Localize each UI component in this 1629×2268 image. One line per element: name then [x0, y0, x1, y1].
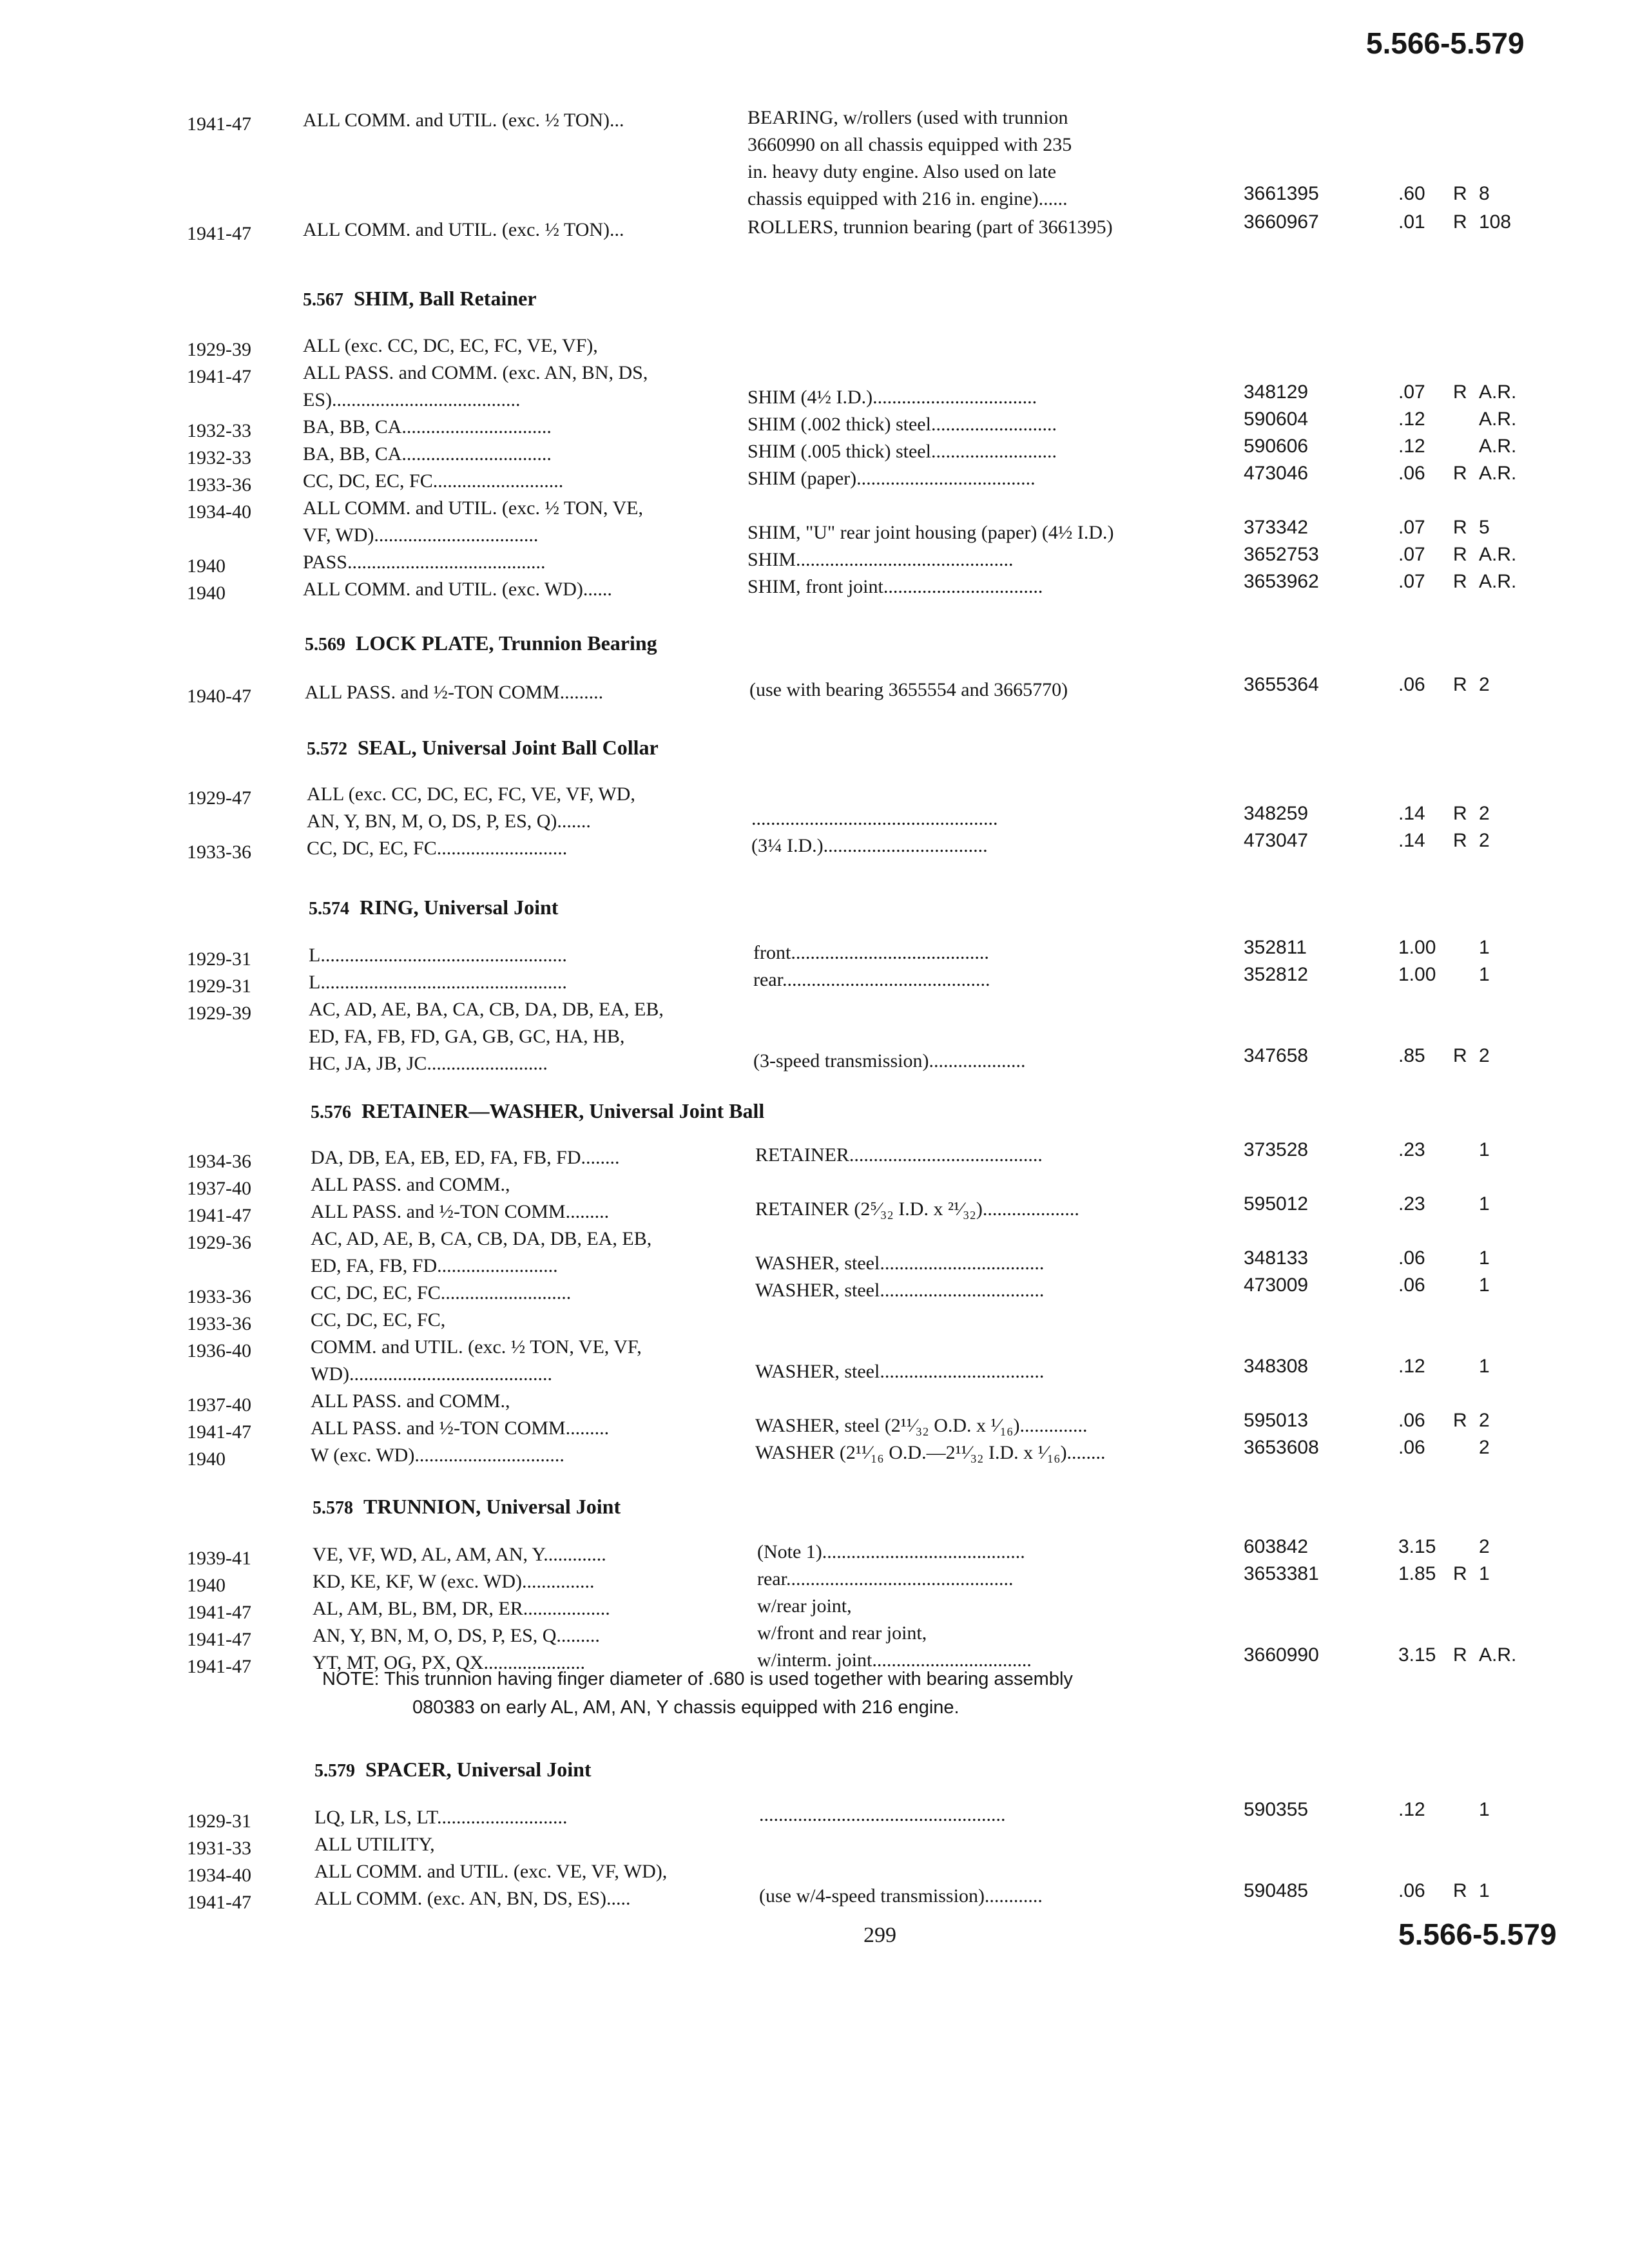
part-number: 352811	[1244, 937, 1307, 958]
model-year: 1941-47	[187, 223, 251, 244]
part-description: w/front and rear joint,	[757, 1622, 927, 1644]
quantity: A.R.	[1479, 571, 1517, 592]
note-line: 080383 on early AL, AM, AN, Y chassis equipped with 216 engine.	[412, 1697, 959, 1718]
model-year: 1932-33	[187, 420, 251, 441]
application: ALL PASS. and ½-TON COMM.........	[311, 1418, 610, 1439]
application: ED, FA, FB, FD, GA, GB, GC, HA, HB,	[309, 1026, 625, 1047]
model-year: 1939-41	[187, 1548, 251, 1569]
quantity: A.R.	[1479, 1644, 1517, 1666]
page-number: 299	[863, 1923, 896, 1947]
part-description: (use with bearing 3655554 and 3665770)	[749, 679, 1068, 700]
application: AL, AM, BL, BM, DR, ER..................	[313, 1598, 610, 1619]
quantity: 8	[1479, 183, 1490, 204]
model-year: 1941-47	[187, 366, 251, 387]
quantity: 1	[1479, 1274, 1490, 1296]
list-price: .23	[1398, 1139, 1425, 1160]
application: BA, BB, CA...............................	[303, 443, 552, 465]
list-price: 3.15	[1398, 1644, 1436, 1666]
application: ALL COMM. (exc. AN, BN, DS, ES).....	[314, 1888, 631, 1909]
part-number: 473047	[1244, 830, 1309, 851]
list-price: .14	[1398, 803, 1425, 824]
price-class: R	[1453, 211, 1467, 233]
list-price: .85	[1398, 1045, 1425, 1066]
quantity: 1	[1479, 1799, 1490, 1820]
price-class: R	[1453, 1563, 1467, 1584]
part-description: ROLLERS, trunnion bearing (part of 3661395)	[747, 216, 1113, 238]
part-number: 590604	[1244, 408, 1309, 430]
part-description: (3-speed transmission)....................	[753, 1050, 1026, 1072]
section-number: 5.574	[309, 899, 349, 919]
model-year: 1936-40	[187, 1340, 251, 1361]
price-class: R	[1453, 183, 1467, 204]
quantity: 2	[1479, 1437, 1490, 1458]
part-number: 473009	[1244, 1274, 1309, 1296]
price-class: R	[1453, 1644, 1467, 1666]
part-number: 348308	[1244, 1356, 1309, 1377]
list-price: .12	[1398, 436, 1425, 457]
part-description: ...................................................	[759, 1804, 1006, 1825]
part-description: ...................................................	[751, 808, 998, 829]
application: ALL (exc. CC, DC, EC, FC, VE, VF, WD,	[307, 783, 635, 805]
model-year: 1929-31	[187, 975, 251, 997]
model-year: 1933-36	[187, 1286, 251, 1307]
part-description: RETAINER (2⁵⁄₃₂ I.D. x ²¹⁄₃₂)....................	[755, 1198, 1079, 1220]
part-number: 590355	[1244, 1799, 1309, 1820]
part-description: RETAINER........................................	[755, 1144, 1043, 1166]
section-name: RETAINER—WASHER, Universal Joint Ball	[361, 1099, 765, 1122]
part-description: in. heavy duty engine. Also used on late	[747, 161, 1057, 182]
application: W (exc. WD)...............................	[311, 1445, 564, 1466]
model-year: 1929-47	[187, 787, 251, 809]
part-description: chassis equipped with 216 in. engine)......	[747, 188, 1068, 209]
application: AN, Y, BN, M, O, DS, P, ES, Q).......	[307, 811, 591, 832]
application: HC, JA, JB, JC.........................	[309, 1053, 548, 1074]
price-class: R	[1453, 830, 1467, 851]
application: PASS.........................................	[303, 552, 546, 573]
part-number: 3661395	[1244, 183, 1319, 204]
application: YT, MT, OG, PX, QX.....................	[313, 1652, 586, 1673]
list-price: .06	[1398, 1437, 1425, 1458]
model-year: 1941-47	[187, 1205, 251, 1226]
list-price: 1.00	[1398, 937, 1436, 958]
part-description: (use w/4-speed transmission)............	[759, 1885, 1043, 1907]
application: ES).......................................	[303, 389, 521, 410]
application: ALL PASS. and COMM. (exc. AN, BN, DS,	[303, 362, 648, 383]
quantity: 2	[1479, 1045, 1490, 1066]
application: ALL COMM. and UTIL. (exc. WD)......	[303, 579, 612, 600]
quantity: 2	[1479, 830, 1490, 851]
part-number: 352812	[1244, 964, 1309, 985]
section-number: 5.576	[311, 1102, 351, 1122]
quantity: 5	[1479, 517, 1490, 538]
list-price: .07	[1398, 544, 1425, 565]
list-price: .06	[1398, 1274, 1425, 1296]
price-class: R	[1453, 1410, 1467, 1431]
list-price: .06	[1398, 463, 1425, 484]
part-number: 348129	[1244, 381, 1309, 403]
application: AC, AD, AE, B, CA, CB, DA, DB, EA, EB,	[311, 1228, 652, 1249]
section-name: LOCK PLATE, Trunnion Bearing	[356, 631, 657, 655]
model-year: 1941-47	[187, 1656, 251, 1677]
application: ALL COMM. and UTIL. (exc. ½ TON, VE,	[303, 497, 643, 519]
list-price: .01	[1398, 211, 1425, 233]
quantity: 1	[1479, 964, 1490, 985]
application: L...................................................	[309, 972, 567, 993]
part-number: 3660967	[1244, 211, 1319, 233]
quantity: 2	[1479, 674, 1490, 695]
list-price: .06	[1398, 674, 1425, 695]
part-number: 3652753	[1244, 544, 1319, 565]
price-class: R	[1453, 1880, 1467, 1901]
quantity: 2	[1479, 1410, 1490, 1431]
section-number: 5.579	[314, 1761, 355, 1781]
application: ALL COMM. and UTIL. (exc. ½ TON)...	[303, 219, 624, 240]
model-year: 1929-31	[187, 948, 251, 970]
part-number: 347658	[1244, 1045, 1309, 1066]
quantity: 108	[1479, 211, 1512, 233]
price-class: R	[1453, 463, 1467, 484]
note-line: NOTE: This trunnion having finger diameter of .680 is used together with bearing assembly	[322, 1669, 1073, 1689]
part-description: WASHER, steel..................................	[755, 1280, 1045, 1301]
part-description: WASHER, steel..................................	[755, 1253, 1045, 1274]
part-number: 603842	[1244, 1536, 1309, 1557]
section-title	[313, 1495, 621, 1519]
application: CC, DC, EC, FC...........................	[307, 838, 568, 859]
list-price: .07	[1398, 517, 1425, 538]
price-class: R	[1453, 674, 1467, 695]
section-name: SEAL, Universal Joint Ball Collar	[358, 736, 659, 759]
price-class: R	[1453, 517, 1467, 538]
application: WD)..........................................	[311, 1363, 552, 1385]
part-number: 348133	[1244, 1247, 1309, 1269]
quantity: 1	[1479, 1356, 1490, 1377]
part-description: SHIM, "U" rear joint housing (paper) (4½ I.D.)	[747, 522, 1114, 543]
price-class: R	[1453, 571, 1467, 592]
price-class: R	[1453, 803, 1467, 824]
model-year: 1940	[187, 1575, 226, 1596]
model-year: 1941-47	[187, 1892, 251, 1913]
part-description: (3¼ I.D.)..................................	[751, 835, 988, 856]
quantity: 1	[1479, 1880, 1490, 1901]
application: ALL PASS. and COMM.,	[311, 1390, 510, 1412]
quantity: A.R.	[1479, 463, 1517, 484]
part-description: 3660990 on all chassis equipped with 235	[747, 134, 1072, 155]
quantity: A.R.	[1479, 436, 1517, 457]
application: AC, AD, AE, BA, CA, CB, DA, DB, EA, EB,	[309, 999, 664, 1020]
application: L...................................................	[309, 945, 567, 966]
section-number: 5.567	[303, 290, 343, 310]
part-description: SHIM.............................................	[747, 549, 1014, 570]
part-description: BEARING, w/rollers (used with trunnion	[747, 107, 1068, 128]
application: LQ, LR, LS, LT...........................	[314, 1807, 568, 1828]
part-number: 3653381	[1244, 1563, 1319, 1584]
part-number: 373342	[1244, 517, 1309, 538]
section-name: RING, Universal Joint	[360, 896, 559, 919]
part-number: 3655364	[1244, 674, 1319, 695]
part-number: 595012	[1244, 1193, 1309, 1215]
list-price: .06	[1398, 1880, 1425, 1901]
part-number: 595013	[1244, 1410, 1309, 1431]
list-price: 3.15	[1398, 1536, 1436, 1557]
model-year: 1934-36	[187, 1151, 251, 1172]
model-year: 1932-33	[187, 447, 251, 468]
application: CC, DC, EC, FC...........................	[311, 1282, 572, 1303]
part-number: 590485	[1244, 1880, 1309, 1901]
section-name: SHIM, Ball Retainer	[354, 287, 537, 310]
part-number: 3653962	[1244, 571, 1319, 592]
quantity: 1	[1479, 1139, 1490, 1160]
quantity: 2	[1479, 1536, 1490, 1557]
price-class: R	[1453, 381, 1467, 403]
quantity: 1	[1479, 1247, 1490, 1269]
part-description: w/interm. joint.................................	[757, 1649, 1032, 1671]
model-year: 1937-40	[187, 1394, 251, 1416]
part-number: 590606	[1244, 436, 1309, 457]
part-description: SHIM (.002 thick) steel..........................	[747, 414, 1057, 435]
model-year: 1940-47	[187, 686, 251, 707]
quantity: A.R.	[1479, 544, 1517, 565]
section-number: 5.578	[313, 1498, 353, 1518]
section-title	[311, 1099, 764, 1123]
part-description: WASHER, steel (2¹¹⁄₃₂ O.D. x ¹⁄₁₆)..............	[755, 1415, 1088, 1436]
section-title	[305, 631, 657, 655]
part-number: 348259	[1244, 803, 1309, 824]
part-description: front.........................................	[753, 942, 989, 963]
list-price: .07	[1398, 571, 1425, 592]
list-price: 1.85	[1398, 1563, 1436, 1584]
application: BA, BB, CA...............................	[303, 416, 552, 437]
application: ALL COMM. and UTIL. (exc. ½ TON)...	[303, 110, 624, 131]
model-year: 1941-47	[187, 1602, 251, 1623]
list-price: .60	[1398, 183, 1425, 204]
model-year: 1934-40	[187, 1865, 251, 1886]
application: ALL PASS. and COMM.,	[311, 1174, 510, 1195]
part-description: rear...............................................	[757, 1568, 1014, 1590]
model-year: 1931-33	[187, 1838, 251, 1859]
application: COMM. and UTIL. (exc. ½ TON, VE, VF,	[311, 1336, 642, 1358]
application: ED, FA, FB, FD.........................	[311, 1255, 558, 1276]
model-year: 1937-40	[187, 1178, 251, 1199]
part-description: WASHER (2¹¹⁄₁₆ O.D.—2¹¹⁄₃₂ I.D. x ¹⁄₁₆)........	[755, 1442, 1106, 1463]
application: VF, WD)..................................	[303, 524, 539, 546]
application: CC, DC, EC, FC...........................	[303, 470, 564, 492]
application: ALL PASS. and ½-TON COMM.........	[305, 682, 604, 703]
part-description: WASHER, steel..................................	[755, 1361, 1045, 1382]
part-number: 373528	[1244, 1139, 1309, 1160]
quantity: A.R.	[1479, 381, 1517, 403]
quantity: 1	[1479, 1193, 1490, 1215]
part-description: SHIM, front joint.................................	[747, 576, 1043, 597]
part-number: 3653608	[1244, 1437, 1319, 1458]
model-year: 1929-36	[187, 1232, 251, 1253]
application: AN, Y, BN, M, O, DS, P, ES, Q.........	[313, 1625, 600, 1646]
model-year: 1933-36	[187, 841, 251, 863]
page-range-header: 5.566-5.579	[1366, 26, 1525, 60]
part-description: rear...........................................	[753, 969, 990, 990]
application: ALL COMM. and UTIL. (exc. VE, VF, WD),	[314, 1861, 668, 1882]
model-year: 1940	[187, 582, 226, 604]
section-name: TRUNNION, Universal Joint	[363, 1495, 621, 1518]
application: ALL PASS. and ½-TON COMM.........	[311, 1201, 610, 1222]
model-year: 1941-47	[187, 113, 251, 135]
section-title	[309, 896, 558, 919]
model-year: 1933-36	[187, 1313, 251, 1334]
quantity: A.R.	[1479, 408, 1517, 430]
list-price: .12	[1398, 1799, 1425, 1820]
part-description: (Note 1)..........................................	[757, 1541, 1025, 1562]
quantity: 1	[1479, 1563, 1490, 1584]
model-year: 1929-31	[187, 1811, 251, 1832]
application: KD, KE, KF, W (exc. WD)...............	[313, 1571, 595, 1592]
list-price: .12	[1398, 408, 1425, 430]
model-year: 1941-47	[187, 1629, 251, 1650]
list-price: .06	[1398, 1410, 1425, 1431]
model-year: 1940	[187, 555, 226, 577]
application: ALL UTILITY,	[314, 1834, 435, 1855]
part-number: 3660990	[1244, 1644, 1319, 1666]
part-number: 473046	[1244, 463, 1309, 484]
application: CC, DC, EC, FC,	[311, 1309, 446, 1331]
list-price: .23	[1398, 1193, 1425, 1215]
section-title	[314, 1758, 592, 1782]
list-price: 1.00	[1398, 964, 1436, 985]
part-description: w/rear joint,	[757, 1595, 852, 1617]
application: VE, VF, WD, AL, AM, AN, Y.............	[313, 1544, 606, 1565]
application: ALL (exc. CC, DC, EC, FC, VE, VF),	[303, 335, 598, 356]
model-year: 1940	[187, 1448, 226, 1470]
part-description: SHIM (paper).....................................	[747, 468, 1036, 489]
model-year: 1929-39	[187, 1003, 251, 1024]
model-year: 1933-36	[187, 474, 251, 495]
section-number: 5.569	[305, 635, 345, 655]
price-class: R	[1453, 544, 1467, 565]
model-year: 1929-39	[187, 339, 251, 360]
application: DA, DB, EA, EB, ED, FA, FB, FD........	[311, 1147, 620, 1168]
quantity: 1	[1479, 937, 1490, 958]
list-price: .07	[1398, 381, 1425, 403]
model-year: 1934-40	[187, 501, 251, 523]
part-description: SHIM (4½ I.D.)..................................	[747, 387, 1037, 408]
model-year: 1941-47	[187, 1421, 251, 1443]
section-number: 5.572	[307, 739, 347, 759]
section-title	[307, 736, 659, 760]
section-name: SPACER, Universal Joint	[365, 1758, 592, 1781]
quantity: 2	[1479, 803, 1490, 824]
section-title	[303, 287, 537, 311]
list-price: .06	[1398, 1247, 1425, 1269]
list-price: .14	[1398, 830, 1425, 851]
list-price: .12	[1398, 1356, 1425, 1377]
part-description: SHIM (.005 thick) steel..........................	[747, 441, 1057, 462]
page-range-footer: 5.566-5.579	[1398, 1917, 1557, 1951]
price-class: R	[1453, 1045, 1467, 1066]
